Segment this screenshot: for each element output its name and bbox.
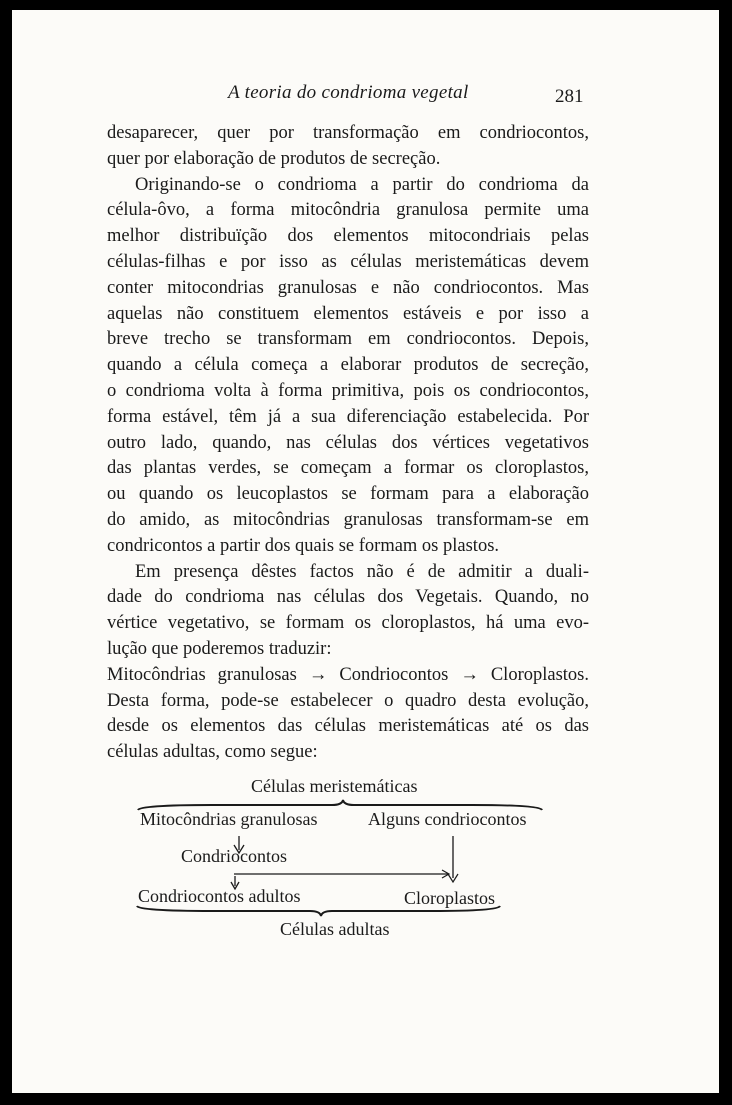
diagram-node-cloroplastos: Cloroplastos [404, 888, 496, 908]
text-line: do amido, as mitocôndrias granulosas transformam-se em [107, 509, 589, 530]
page-number: 281 [555, 86, 584, 107]
text-line: Em presença dêstes factos não é de admitir a duali- [135, 561, 589, 582]
diagram-node-adultos: Condriocontos adultos [138, 886, 301, 906]
text-line: células-filhas e por isso as células meristemáticas devem [107, 251, 589, 272]
text-line: condricontos a partir dos quais se formam os plastos. [107, 535, 500, 556]
text-line: breve trecho se transformam em condriocontos. Depois, [107, 329, 589, 350]
diagram-bottom-label: Células adultas [280, 919, 390, 939]
evolution-diagram [12, 10, 719, 1093]
text-line: célula-ôvo, a forma mitocôndria granulosa permite uma [107, 200, 589, 221]
text-line: Originando-se o condrioma a partir do condrioma da [135, 174, 589, 195]
diagram-node-condriocontos: Condriocontos [181, 846, 287, 866]
text-line: melhor distribuïção dos elementos mitocondriais pelas [107, 226, 589, 247]
text-line: desaparecer, quer por transformação em condriocontos, [107, 123, 589, 143]
text-line: o condrioma volta à forma primitiva, pois os condriocontos, [107, 380, 589, 401]
text-line: vértice vegetativo, se formam os cloroplastos, há uma evo- [107, 613, 589, 634]
text-line: outro lado, quando, nas células dos vértices vegetativos [107, 432, 589, 453]
text-line: das plantas verdes, se começam a formar os cloroplastos, [107, 458, 589, 479]
text-line: células adultas, como segue: [107, 742, 318, 763]
text-line: desde os elementos das células meristemáticas até os das [107, 716, 589, 737]
text-line: ou quando os leucoplastos se formam para a elaboração [107, 484, 589, 505]
text-line: quando a célula começa a elaborar produtos de secreção, [107, 355, 589, 376]
diagram-node-alguns: Alguns condriocontos [368, 809, 527, 829]
text-line: Desta forma, pode-se estabelecer o quadro desta evolução, [107, 690, 589, 711]
text-line: quer por elaboração de produtos de secreção. [107, 148, 441, 169]
text-line: lução que poderemos traduzir: [107, 638, 332, 659]
text-line: conter mitocondrias granulosas e não condriocontos. Mas [107, 277, 589, 298]
text-line: forma estável, têm já a sua diferenciação estabelecida. Por [107, 406, 589, 427]
diagram-top-label: Células meristemáticas [251, 776, 418, 796]
text-line: dade do condrioma nas células dos Vegetais. Quando, no [107, 587, 589, 608]
text-line: aquelas não constituem elementos estáveis e por isso a [107, 303, 589, 324]
book-page [12, 10, 719, 1093]
running-title: A teoria do condrioma vegetal [228, 82, 469, 103]
text-line: Mitocôndrias granulosas → Condriocontos → Cloroplastos. [107, 664, 589, 685]
diagram-node-granulosas: Mitocôndrias granulosas [140, 809, 318, 829]
